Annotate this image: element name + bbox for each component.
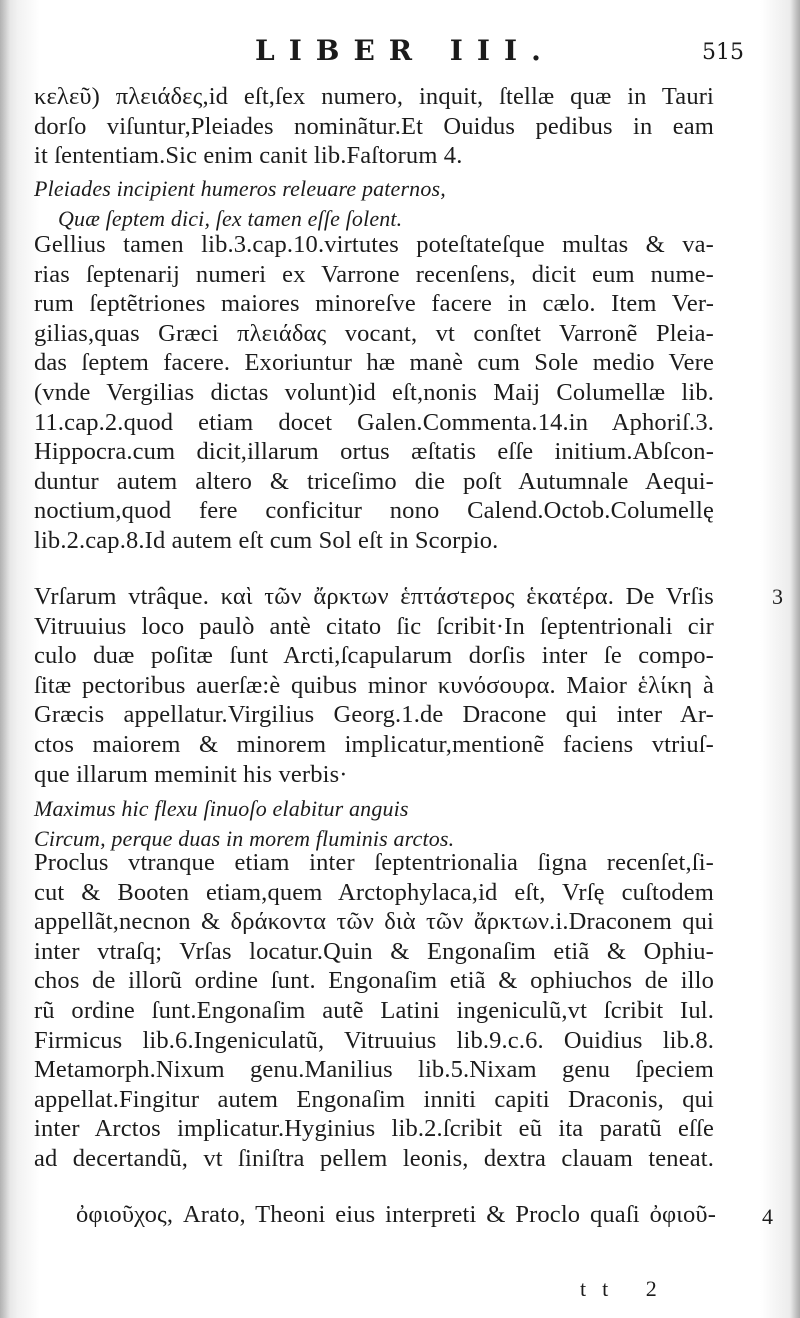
text-line: κελεῦ) πλειάδες,id eſt,ſex numero, inquit, ſtellæ quæ in Tauri [34,83,714,110]
verse-virgil [34,794,714,853]
text-line: ad decertandũ, vt ſiniſtra pellem leonis, dextra clauam teneat. [34,1144,714,1172]
folio-number: 515 [702,40,744,65]
text-line: Græcis appellatur.Virgilius Georg.1.de Dracone qui inter Ar- [34,701,714,729]
text-line: dorſo viſuntur,Pleiades nominãtur.Et Ouidus pedibus in eam [34,112,714,140]
text-line: Hippocra.cum dicit,illarum ortus æſtatis eſſe initium.Abſcon- [34,438,714,466]
text-line: ὀφιοῦχος, Arato, Theoni eius interpreti & Proclo quaſi ὀφιοῦ- [76,1201,716,1228]
text-line: Metamorph.Nixum genu.Manilius lib.5.Nixam genu ſpeciem [34,1056,714,1084]
text-line: chos de illorũ ordine ſunt. Engonaſim etiã & ophiuchos de illo [34,967,714,995]
signature-mark: tt 2 [580,1276,673,1301]
text-line: appellãt,necnon & δράκοντα τῶν διὰ τῶν ἄρκτων.i.Draconem qui [34,908,714,936]
text-line: appellat.Fingitur autem Engonaſim inniti capiti Draconis, qui [34,1085,714,1113]
paragraph-pleiades [34,82,714,171]
text-line: (vnde Vergilias dictas volunt)id eſt,nonis Maij Columellæ lib. [34,378,714,406]
text-line: que illarum meminit his verbis· [34,760,348,788]
verse-line: Circum, perque duas in morem fluminis arctos. [34,825,455,851]
verse-line: Quæ ſeptem dici, ſex tamen eſſe ſolent. [58,205,403,231]
left-page-edge-shadow [0,0,10,1318]
text-line: Vitruuius loco paulò antè citato ſic ſcribit·In ſeptentrionali cir [34,612,714,640]
margin-note-4: 4 [762,1204,773,1229]
text-line: cut & Booten etiam,quem Arctophylaca,id eſt, Vrſę cuſtodem [34,878,714,906]
paragraph-ursae [34,582,714,789]
text-line: lib.2.cap.8.Id autem eſt cum Sol eſt in Scorpio. [34,526,499,554]
text-line: das ſeptem facere. Exoriuntur hæ manè cum Sole medio Vere [34,349,714,377]
verse-ovid [34,174,714,233]
verse-line: Maximus hic flexu ſinuoſo elabitur anguis [34,796,409,821]
text-line: rias ſeptenarij numeri ex Varrone recenſens, dicit eum nume- [34,260,714,288]
text-line: gilias,quas Græci πλειάδας vocant, vt conſtet Varronẽ Pleia- [34,319,714,347]
text-line: Proclus vtranque etiam inter ſeptentrionalia ſigna recenſet,ſi- [34,849,714,876]
paragraph-ophiuchus [76,1200,716,1230]
text-line: Firmicus lib.6.Ingeniculatũ, Vitruuius lib.9.c.6. Ouidius lib.8. [34,1026,714,1054]
text-line: inter vtraſq; Vrſas locatur.Quin & Engonaſim etiã & Ophiu- [34,937,714,965]
text-line: Gellius tamen lib.3.cap.10.virtutes poteſtateſque multas & va- [34,231,714,258]
paragraph-proclus [34,848,714,1174]
text-line: noctium,quod fere conficitur nono Calend.Octob.Columellę [34,497,714,525]
text-line: duntur autem altero & triceſimo die poſt Autumnale Aequi- [34,467,714,495]
text-line: rum ſeptẽtriones maiores minoreſve facere in cælo. Item Ver- [34,290,714,318]
text-line: rũ ordine ſunt.Engonaſim autẽ Latini ingeniculũ,vt ſcribit Iul. [34,996,714,1024]
text-line: it ſententiam.Sic enim canit lib.Faſtorum 4. [34,142,463,170]
verse-line: Pleiades incipient humeros releuare paternos, [34,176,446,201]
paragraph-gellius [34,230,714,556]
text-line: 11.cap.2.quod etiam docet Galen.Commenta.14.in Aphoriſ.3. [34,408,714,436]
text-line: ſitæ pectoribus auerſæ:è quibus minor κυνόσουρα. Maior ἑλίκη à [34,671,714,699]
running-head: LIBER III. [255,34,555,67]
page-header [0,34,800,74]
text-line: Vrſarum vtrâque. καὶ τῶν ἄρκτων ἑπτάστερος ἑκατέρα. De Vrſis [34,583,714,610]
text-line: ctos maiorem & minorem implicatur,mentionẽ faciens vtriuſ- [34,730,714,758]
text-line: inter Arctos implicatur.Hyginius lib.2.ſcribit eũ ita paratũ eſſe [34,1115,714,1143]
text-line: culo duæ poſitæ ſunt Arcti,ſcapularum dorſis inter ſe compo- [34,642,714,670]
margin-note-3: 3 [772,584,783,609]
right-page-edge-shadow [790,0,800,1318]
